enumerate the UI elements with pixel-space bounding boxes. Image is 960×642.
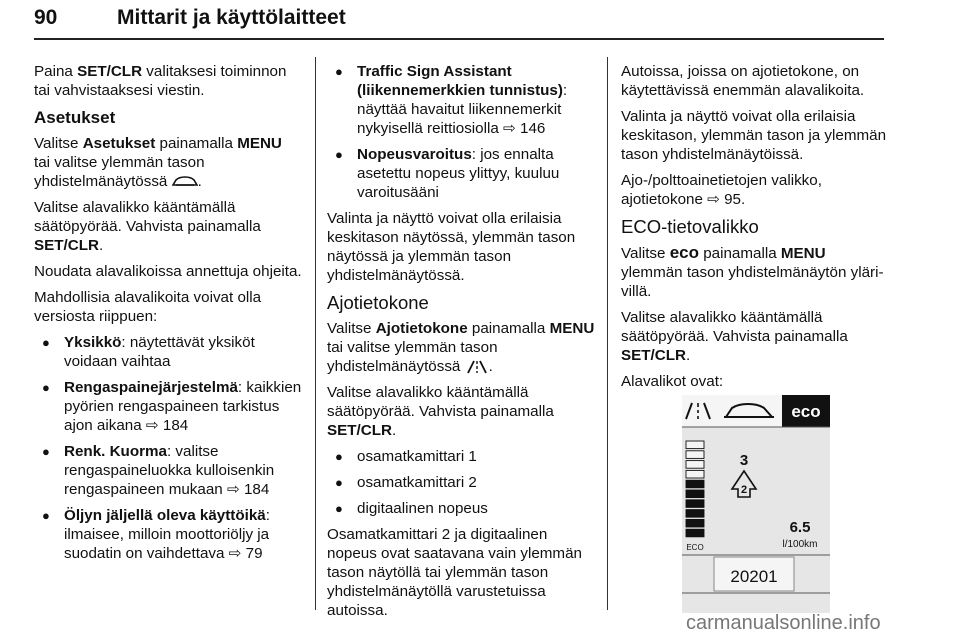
col2-heading-ajotietokone: Ajotietokone — [327, 292, 429, 313]
col1-submenu-list — [34, 333, 302, 563]
page-number: 90 — [34, 6, 58, 29]
list-item: ● Öljyn jäljellä oleva käyttöikä: ilmaisee, milloin moottoriöljy ja suodatin on vaihdettava ⇨ 79 — [34, 506, 302, 563]
page-ref-arrow-icon: ⇨ — [228, 545, 242, 562]
page-ref-arrow-icon: ⇨ — [226, 481, 240, 498]
col3-paragraph-5: Valitse alavalikko kääntämällä säätöpyörää. Vahvista painamalla SET/CLR. — [621, 309, 848, 364]
eco-bar-filled — [686, 529, 704, 537]
col3-heading-eco: ECO-tietovalikko — [621, 216, 759, 237]
column-1 — [34, 62, 302, 570]
page-title: Mittarit ja käyttölaitteet — [117, 6, 346, 29]
eco-bar-empty — [686, 451, 704, 459]
gear-arrow-number: 2 — [740, 484, 748, 496]
col3-paragraph-4: Valitse eco painamalla MENU ylemmän tason yhdistelmänäytön yläri-villä. — [621, 243, 884, 300]
column-divider-1 — [315, 57, 316, 610]
eco-bar-filled — [686, 490, 704, 498]
col2-paragraph-2: Valitse Ajotietokone painamalla MENU tai valitse ylemmän tason yhdistelmänäytössä . — [327, 320, 595, 375]
col2-submenu-list — [327, 62, 595, 202]
eco-tab-label: eco — [791, 402, 821, 421]
dashboard-svg — [682, 395, 830, 613]
col3-paragraph-2: Valinta ja näyttö voivat olla erilaisia keskitason, ylemmän tason ja ylemmän tason yhdistelmänäytöissä. — [621, 108, 887, 163]
odometer-value: 20201 — [730, 567, 778, 586]
eco-bar-gauge — [686, 441, 704, 537]
list-item: ● osamatkamittari 1 — [327, 447, 595, 466]
col1-paragraph-3: Valitse alavalikko kääntämällä säätöpyörää. Vahvista painamalla SET/CLR. — [34, 199, 261, 254]
col3-paragraph-6: Alavalikot ovat: — [621, 373, 724, 390]
watermark: carmanualsonline.info — [686, 612, 881, 634]
road-icon — [465, 360, 489, 374]
col2-paragraph-3: Valitse alavalikko kääntämällä säätöpyörää. Vahvista painamalla SET/CLR. — [327, 384, 554, 439]
header-rule — [34, 38, 884, 40]
col1-paragraph-2: Valitse Asetukset painamalla MENU tai valitse ylemmän tason yhdistelmänäytössä . — [34, 135, 282, 190]
list-item: ● Rengaspainejärjestelmä: kaikkien pyörien rengaspaineen tarkistus ajon aikana ⇨ 184 — [34, 378, 302, 435]
column-2 — [327, 62, 595, 627]
consumption-value: 6.5 — [789, 519, 811, 536]
col1-paragraph-4: Noudata alavalikoissa annettuja ohjeita. — [34, 263, 302, 280]
col3-paragraph-1: Autoissa, joissa on ajotietokone, on käytettävissä enemmän alavalikoita. — [621, 63, 865, 99]
gear-number: 3 — [739, 452, 749, 469]
list-item: ● Traffic Sign Assistant (liikennemerkkien tunnistus): näyttää havaitut liikennemerkit nykyisellä reittiosiolla ⇨ 146 — [327, 62, 595, 138]
eco-bar-filled — [686, 480, 704, 488]
eco-bar-filled — [686, 500, 704, 508]
eco-bar-filled — [686, 510, 704, 518]
col2-paragraph-4: Osamatkamittari 2 ja digitaalinen nopeus ovat saatavana vain ylemmän tason näytöllä tai ylemmän tason yhdistelmänäytöllä varustetuissa autoissa. — [327, 526, 582, 619]
eco-bar-empty — [686, 441, 704, 449]
col1-paragraph-1: Paina SET/CLR valitaksesi toiminnon tai vahvistaaksesi viestin. — [34, 63, 287, 99]
list-item: ● digitaalinen nopeus — [327, 499, 595, 518]
eco-gauge-label: ECO — [686, 543, 704, 552]
eco-bar-empty — [686, 461, 704, 469]
column-3 — [621, 62, 889, 398]
col3-paragraph-3: Ajo-/polttoainetietojen valikko, ajotietokone ⇨ 95. — [621, 172, 822, 208]
list-item: ● Renk. Kuorma: valitse rengaspaineluokka kulloisenkin rengaspaineen mukaan ⇨ 184 — [34, 442, 302, 499]
eco-icon: eco — [669, 243, 699, 262]
consumption-unit: l/100km — [782, 539, 818, 550]
col2-trip-list — [327, 447, 595, 518]
col1-heading-asetukset: Asetukset — [34, 108, 116, 127]
list-item: ● osamatkamittari 2 — [327, 473, 595, 492]
list-item: ● Yksikkö: näytettävät yksiköt voidaan vaihtaa — [34, 333, 302, 371]
eco-dashboard-illustration — [682, 395, 830, 613]
column-divider-2 — [607, 57, 608, 610]
page-ref-arrow-icon: ⇨ — [707, 191, 720, 208]
car-settings-icon — [172, 176, 198, 188]
eco-bar-filled — [686, 519, 704, 527]
col2-paragraph-1: Valinta ja näyttö voivat olla erilaisia keskitason näytössä, ylemmän tason näytössä ja ylemmän tason yhdistelmänäytössä. — [327, 210, 576, 284]
col1-paragraph-5: Mahdollisia alavalikoita voivat olla versiosta riippuen: — [34, 289, 262, 325]
page-ref-arrow-icon: ⇨ — [503, 120, 516, 137]
eco-bar-empty — [686, 470, 704, 478]
page-ref-arrow-icon: ⇨ — [145, 417, 159, 434]
list-item: ● Nopeusvaroitus: jos ennalta asetettu nopeus ylittyy, kuuluu varoitusääni — [327, 145, 595, 202]
